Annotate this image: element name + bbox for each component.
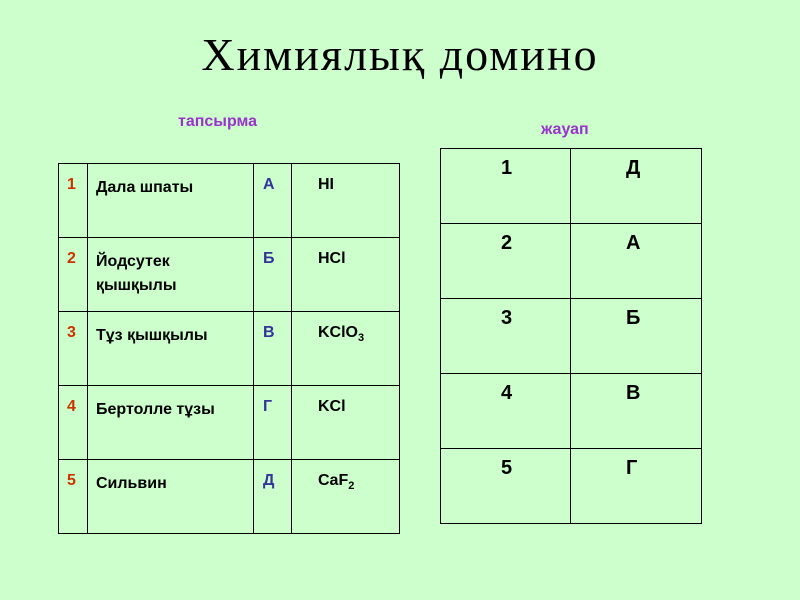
table-row (59, 164, 400, 238)
answer-label: жауап (541, 121, 589, 138)
table-row (441, 449, 702, 524)
answer-table (440, 148, 702, 524)
table-row (441, 374, 702, 449)
table-row (441, 149, 702, 224)
answer-number: 1 (441, 149, 571, 224)
row-number: 4 (59, 386, 88, 460)
slide-title: Химиялық домино (201, 29, 599, 80)
table-row (59, 238, 400, 312)
substance-name: Дала шпаты (88, 164, 254, 238)
row-number: 5 (59, 460, 88, 534)
chemical-formula: HCl (292, 238, 400, 312)
table-row (59, 460, 400, 534)
chemical-formula: KCl (292, 386, 400, 460)
substance-name: Сильвин (88, 460, 254, 534)
row-letter: В (254, 312, 292, 386)
table-row (441, 224, 702, 299)
table-row (441, 299, 702, 374)
substance-name: Бертолле тұзы (88, 386, 254, 460)
chemical-formula: CaF$_2$ (292, 460, 400, 534)
row-letter: А (254, 164, 292, 238)
row-number: 3 (59, 312, 88, 386)
substance-name: Тұз қышқылы (88, 312, 254, 386)
row-letter: Г (254, 386, 292, 460)
table-row (59, 312, 400, 386)
answer-letter: Д (571, 149, 702, 224)
chemical-formula: KClO$_3$ (292, 312, 400, 386)
answer-number: 2 (441, 224, 571, 299)
answer-number: 4 (441, 374, 571, 449)
chemical-formula: HI (292, 164, 400, 238)
answer-letter: Б (571, 299, 702, 374)
task-table (58, 163, 400, 534)
row-letter: Б (254, 238, 292, 312)
answer-number: 5 (441, 449, 571, 524)
task-label: тапсырма (178, 113, 258, 130)
row-number: 2 (59, 238, 88, 312)
answer-letter: А (571, 224, 702, 299)
substance-name: Йодсутек қышқылы (88, 238, 254, 312)
answer-letter: В (571, 374, 702, 449)
answer-number: 3 (441, 299, 571, 374)
answer-letter: Г (571, 449, 702, 524)
row-letter: Д (254, 460, 292, 534)
table-row (59, 386, 400, 460)
row-number: 1 (59, 164, 88, 238)
